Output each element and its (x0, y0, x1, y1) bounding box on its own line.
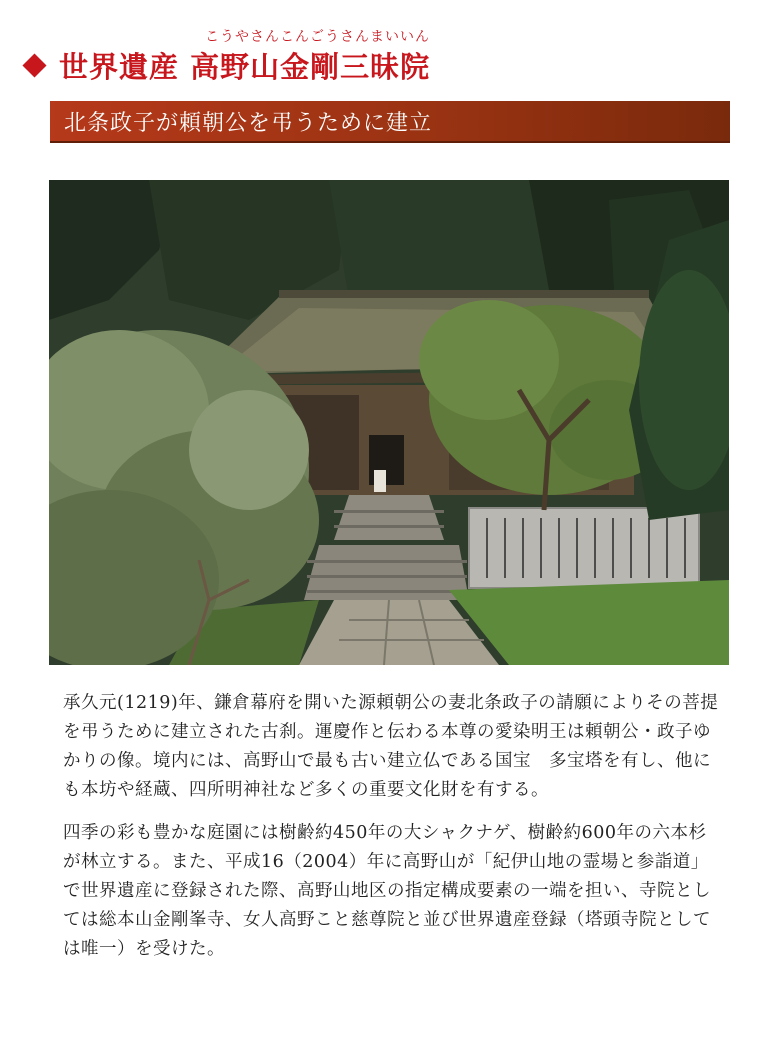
body-paragraph-2: 四季の彩も豊かな庭園には樹齢約450年の大シャクナゲ、樹齢約600年の六本杉が林立する。また、平成16（2004）年に高野山が「紀伊山地の霊場と参詣道」で世界遺産に登録された際、高野山地区の指定構成要素の一端を担い、寺院としては総本山金剛峯寺、女人高野こと慈尊院と並び世界遺産登録（塔頭寺院としては唯一）を受けた。 (63, 823, 711, 959)
section-banner (50, 101, 730, 143)
body-paragraph-1: 承久元(1219)年、鎌倉幕府を開いた源頼朝公の妻北条政子の請願によりその菩提を弔うために建立された古刹。運慶作と伝わる本尊の愛染明王は頼朝公・政子ゆかりの像。境内には、高野山で最も古い建立仏である国宝 多宝塔を有し、他にも本坊や経蔵、四所明神社など多くの重要文化財を有する。 (63, 693, 719, 800)
title-ruby: こうやさんこんごうさんまいいん (205, 29, 430, 45)
temple-photo (49, 180, 729, 665)
page-title (22, 45, 430, 85)
body-text (63, 689, 723, 978)
diamond-icon (22, 53, 46, 77)
page-title-text: 世界遺産 高野山金剛三昧院 (59, 49, 431, 84)
temple-illustration (49, 180, 729, 665)
section-banner-text: 北条政子が頼朝公を弔うために建立 (64, 110, 433, 136)
